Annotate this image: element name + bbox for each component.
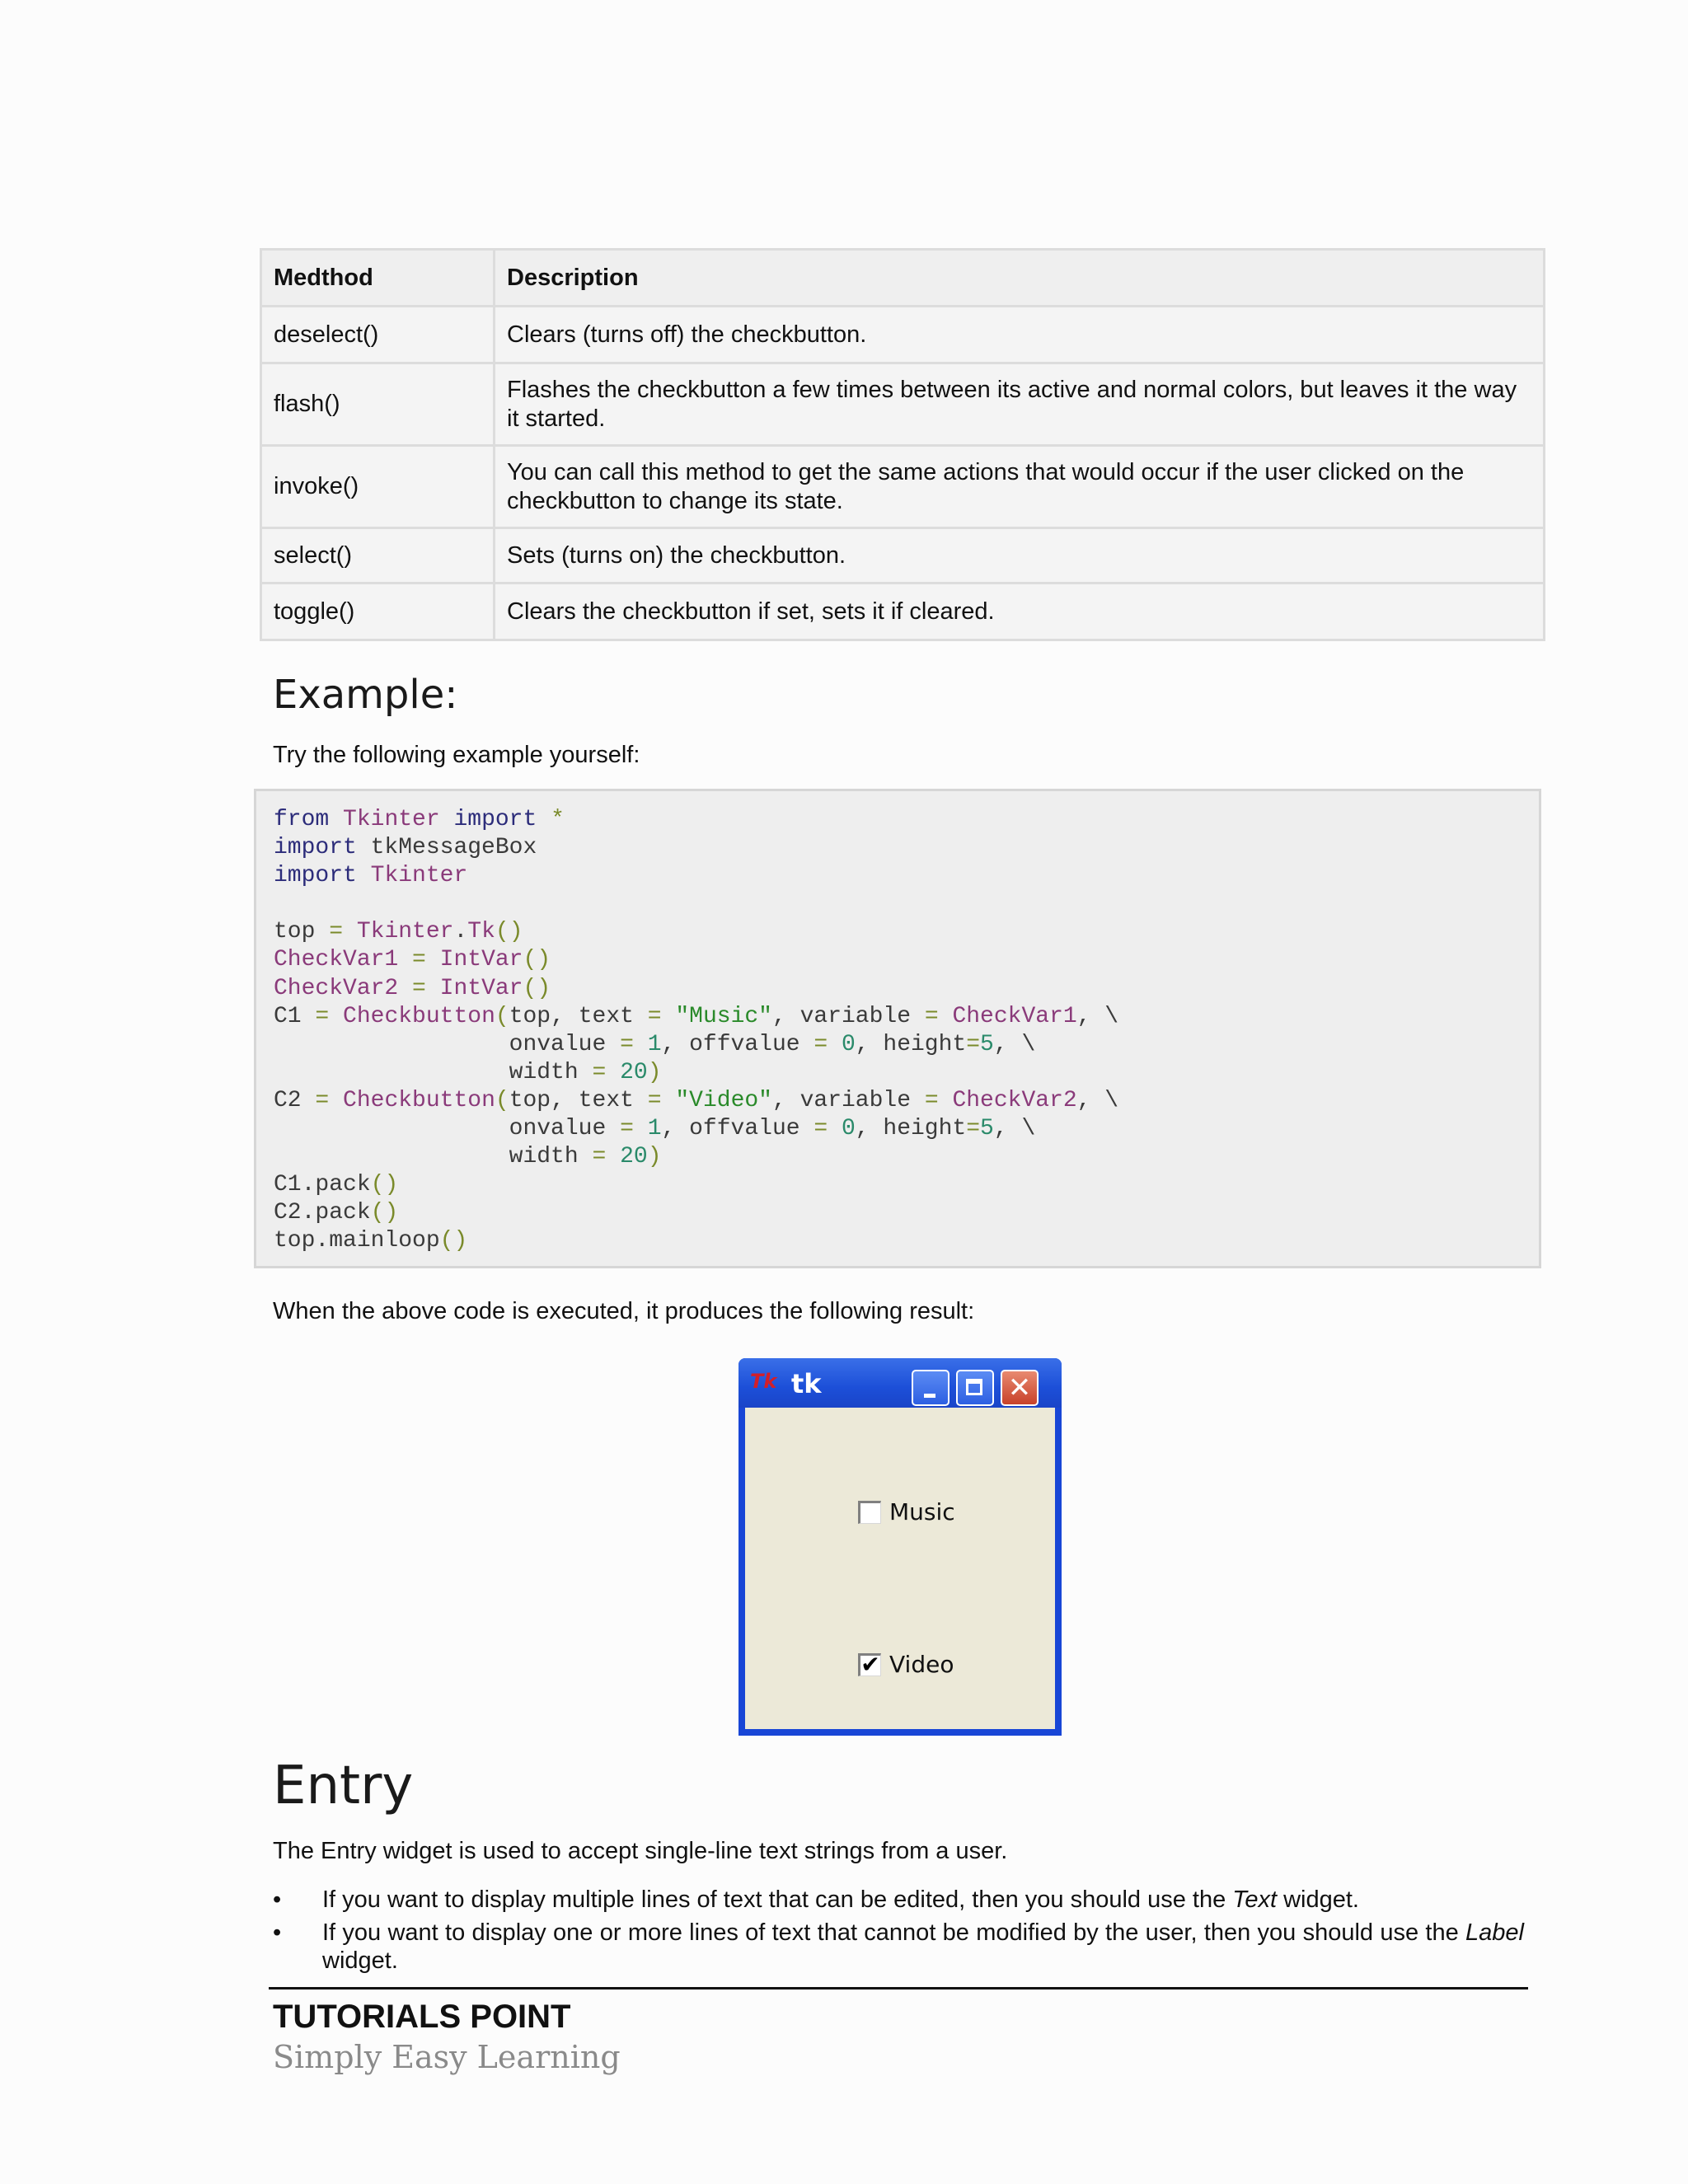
table-header-row: [261, 250, 1545, 307]
widget-name: Text: [1232, 1886, 1278, 1913]
checkbutton-label: Video: [889, 1651, 954, 1678]
maximize-button: [956, 1370, 994, 1406]
tk-logo-icon: Tk: [750, 1370, 777, 1393]
maximize-icon: [958, 1371, 992, 1404]
bullet-text: widget.: [322, 1947, 398, 1974]
method-description: Clears (turns off) the checkbutton.: [495, 307, 1545, 363]
bullet-icon: •: [273, 1886, 282, 1913]
checkbutton-label: Music: [889, 1498, 955, 1526]
table-row: [261, 528, 1545, 583]
method-name: flash(): [261, 363, 495, 446]
bullet-icon: •: [273, 1919, 282, 1946]
widget-name: Label: [1465, 1919, 1524, 1946]
result-text: When the above code is executed, it produces the following result:: [273, 1298, 975, 1324]
bullet-text: widget.: [1277, 1886, 1359, 1913]
method-name: toggle(): [261, 583, 495, 640]
column-header-description: Description: [495, 250, 1545, 307]
checkbox-unchecked-icon: [858, 1501, 881, 1524]
tk-client-area: [745, 1408, 1055, 1729]
footer-tagline: Simply Easy Learning: [273, 2039, 621, 2075]
method-description: Clears the checkbutton if set, sets it if cleared.: [495, 583, 1545, 640]
tk-window-title: tk: [791, 1368, 822, 1399]
close-icon: ✕: [1007, 1371, 1032, 1404]
method-name: deselect(): [261, 307, 495, 363]
entry-heading: Entry: [273, 1755, 414, 1816]
checkbox-checked-icon: ✔: [858, 1653, 881, 1676]
table-row: [261, 583, 1545, 640]
minimize-button: [912, 1370, 950, 1406]
footer-brand: TUTORIALS POINT: [273, 1999, 571, 2035]
minimize-icon: [913, 1371, 948, 1404]
method-description: You can call this method to get the same actions that would occur if the user clicked on the checkbutton to change its state.: [495, 446, 1545, 528]
methods-table: [260, 248, 1545, 641]
close-button: [1001, 1370, 1039, 1406]
entry-intro: The Entry widget is used to accept single-line text strings from a user.: [273, 1838, 1008, 1864]
table-row: [261, 363, 1545, 446]
footer-divider: [269, 1987, 1528, 1990]
list-item: [273, 1886, 1524, 1914]
table-row: [261, 307, 1545, 363]
bullet-text: If you want to display multiple lines of text that can be edited, then you should use the: [322, 1886, 1233, 1913]
bullet-text: If you want to display one or more lines of text that cannot be modified by the user, then you should use the: [322, 1919, 1466, 1946]
entry-bullet-list: [273, 1886, 1524, 1980]
tk-title-bar: [738, 1358, 1062, 1408]
checkbutton-video: [858, 1651, 954, 1678]
table-row: [261, 446, 1545, 528]
list-item: [273, 1919, 1524, 1975]
code-block: [254, 789, 1541, 1268]
method-description: Flashes the checkbutton a few times between its active and normal colors, but leaves it the way it started.: [495, 363, 1545, 446]
code-listing: from Tkinter import * import tkMessageBox import Tkinter top = Tkinter.Tk() CheckVar1 = IntVar() CheckVar2 = IntVar() C1 = Checkbutton(top, text = "Music", variable = CheckVar1, \ onvalue = 1, offvalue = 0, height=5, \ width = 20) C2 = Checkbutton(top, text = "Video", variable = CheckVar2, \ onvalue = 1, offvalue = 0, height=5, \ width = 20) C1.pack() C2.pack() top.mainloop(): [274, 807, 1119, 1254]
method-name: invoke(): [261, 446, 495, 528]
method-name: select(): [261, 528, 495, 583]
checkbutton-music: [858, 1498, 955, 1526]
tk-window-screenshot: [738, 1358, 1062, 1736]
method-description: Sets (turns on) the checkbutton.: [495, 528, 1545, 583]
column-header-method: Medthod: [261, 250, 495, 307]
example-intro: Try the following example yourself:: [273, 742, 640, 768]
example-heading: Example:: [273, 672, 458, 718]
